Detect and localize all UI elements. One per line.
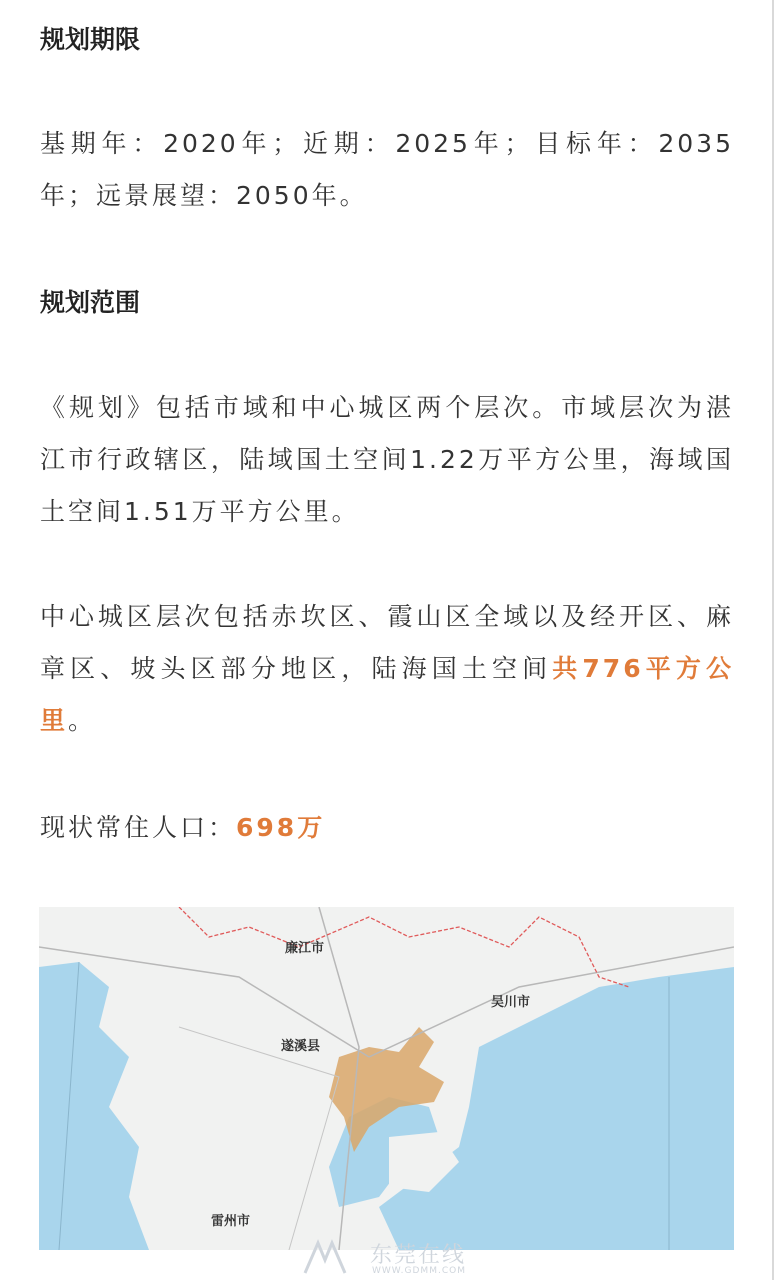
scope-paragraph-1: 《规划》包括市域和中心城区两个层次。市域层次为湛江市行政辖区，陆域国土空间1.22万平方公里，海域国土空间1.51万平方公里。 (40, 393, 734, 526)
label-suixi: 遂溪县 (281, 1039, 321, 1054)
scope-text-end: 。 (68, 706, 97, 735)
label-wuchuan: 吴川市 (491, 995, 531, 1010)
scope-paragraph-2 (40, 591, 734, 747)
label-lianjiang: 廉江市 (285, 941, 325, 956)
period-heading: 规划期限 (40, 25, 141, 54)
planning-map (39, 907, 734, 1250)
area-highlight: 共776平方公里 (40, 654, 734, 735)
scope-heading: 规划范围 (40, 288, 141, 317)
map-graphic (39, 907, 734, 1250)
sea-east (379, 967, 734, 1250)
road (179, 1027, 339, 1250)
sea-west (39, 962, 149, 1250)
scope-text: 中心城区层次包括赤坎区、霞山区全域以及经开区、麻章区、坡头区部分地区，陆海国土空间 (40, 602, 734, 683)
watermark-url: WWW.GDMM.COM (372, 1266, 466, 1276)
watermark (300, 1238, 500, 1280)
population-label: 现状常住人口： (40, 813, 237, 842)
population-line (40, 802, 734, 854)
watermark-logo-icon (300, 1238, 360, 1278)
watermark-text: 东莞在线 (370, 1243, 467, 1268)
population-value: 698万 (236, 813, 326, 842)
period-text: 基期年：2020年；近期：2025年；目标年：2035年；远景展望：2050年。 (40, 129, 734, 210)
label-leizhou: 雷州市 (211, 1214, 251, 1229)
city-boundary (179, 907, 629, 987)
